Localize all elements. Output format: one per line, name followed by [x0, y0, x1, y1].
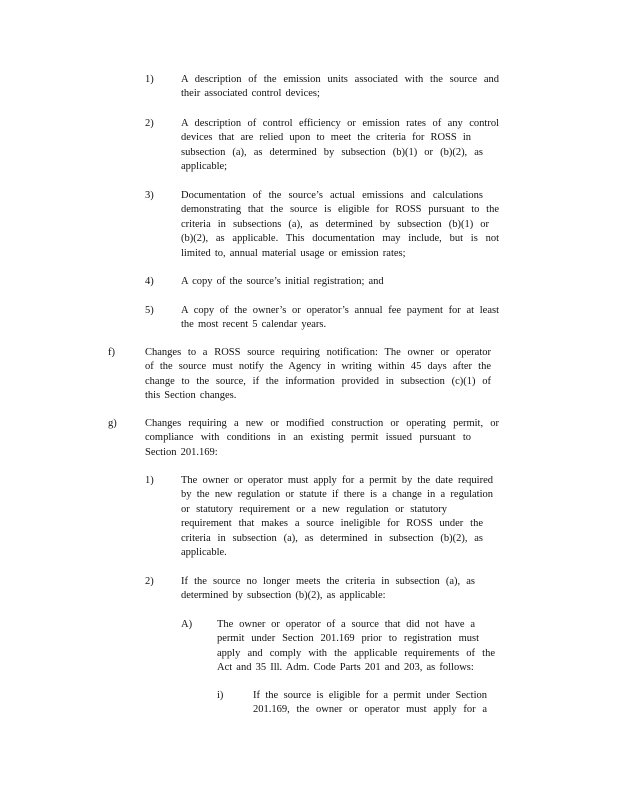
text-line: determined by subsection (b)(2), as applicable: — [181, 590, 386, 602]
item-marker: g) — [108, 418, 117, 429]
text-line: of the source must notify the Agency in writing within 45 days after the — [145, 361, 491, 373]
item-marker: 2) — [145, 118, 154, 129]
text-line: permit under Section 201.169 prior to registration must — [217, 633, 479, 645]
item-marker: 1) — [145, 74, 154, 85]
text-line: devices that are relied upon to meet the criteria for ROSS in — [181, 132, 471, 144]
text-line: applicable; — [181, 161, 228, 173]
item-marker: 2) — [145, 576, 154, 587]
text-line: Changes to a ROSS source requiring notification: The owner or operator — [145, 347, 491, 358]
text-line: by the new regulation or statute if there is a change in a regulation — [181, 489, 493, 501]
text-line: their associated control devices; — [181, 88, 320, 100]
item-text — [181, 73, 499, 102]
text-line: If the source is eligible for a permit under Section — [253, 690, 487, 701]
item-text — [217, 618, 495, 676]
text-line: A description of control efficiency or emission rates of any control — [181, 118, 499, 129]
item-text — [181, 117, 499, 175]
text-line: Section 201.169: — [145, 446, 218, 458]
item-marker: i) — [217, 690, 224, 701]
text-line: If the source no longer meets the criteria in subsection (a), as — [181, 576, 475, 587]
item-marker: A) — [181, 619, 193, 630]
text-line: demonstrating that the source is eligible for ROSS pursuant to the — [181, 204, 499, 216]
text-line: compliance with conditions in an existing permit issued pursuant to — [145, 432, 471, 444]
text-line: criteria in subsection (a), as determined in subsection (b)(2), as — [181, 532, 483, 544]
item-text — [181, 474, 493, 560]
text-line: Documentation of the source’s actual emissions and calculations — [181, 190, 483, 201]
item-text — [181, 575, 475, 604]
text-line: A copy of the owner’s or operator’s annual fee payment for at least — [181, 305, 499, 316]
item-text — [181, 275, 499, 289]
text-line: applicable. — [181, 547, 227, 559]
text-line: The owner or operator must apply for a permit by the date required — [181, 475, 493, 486]
text-line: requirement that makes a source ineligible for ROSS under the — [181, 518, 483, 530]
text-line: change to the source, if the information provided in subsection (c)(1) of — [145, 375, 491, 387]
item-text — [145, 417, 499, 460]
text-line: subsection (a), as determined by subsection (b)(1) or (b)(2), as — [181, 146, 483, 158]
text-line: or statutory requirement or a new regulation or statutory — [181, 503, 447, 515]
item-text — [145, 346, 491, 404]
text-line: apply and comply with the applicable requirements of the — [217, 647, 495, 659]
item-marker: 1) — [145, 475, 154, 486]
item-marker: 5) — [145, 305, 154, 316]
text-line: The owner or operator of a source that did not have a — [217, 619, 475, 630]
item-text — [253, 689, 487, 718]
item-text — [181, 189, 499, 261]
item-marker: f) — [108, 347, 115, 358]
text-line: this Section changes. — [145, 390, 237, 402]
text-line: A description of the emission units associated with the source and — [181, 74, 499, 85]
text-line: A copy of the source’s initial registration; and — [181, 276, 384, 287]
text-line: 201.169, the owner or operator must apply for a — [253, 704, 487, 716]
item-marker: 4) — [145, 276, 154, 287]
text-line: criteria in subsections (a), as determined by subsection (b)(1) or — [181, 218, 489, 230]
item-marker: 3) — [145, 190, 154, 201]
text-line: (b)(2), as applicable. This documentation may include, but is not — [181, 233, 499, 245]
text-line: Changes requiring a new or modified construction or operating permit, or — [145, 418, 499, 429]
text-line: limited to, annual material usage or emission rates; — [181, 247, 406, 259]
text-line: Act and 35 Ill. Adm. Code Parts 201 and 203, as follows: — [217, 662, 474, 674]
item-text — [181, 304, 499, 333]
text-line: the most recent 5 calendar years. — [181, 319, 327, 331]
